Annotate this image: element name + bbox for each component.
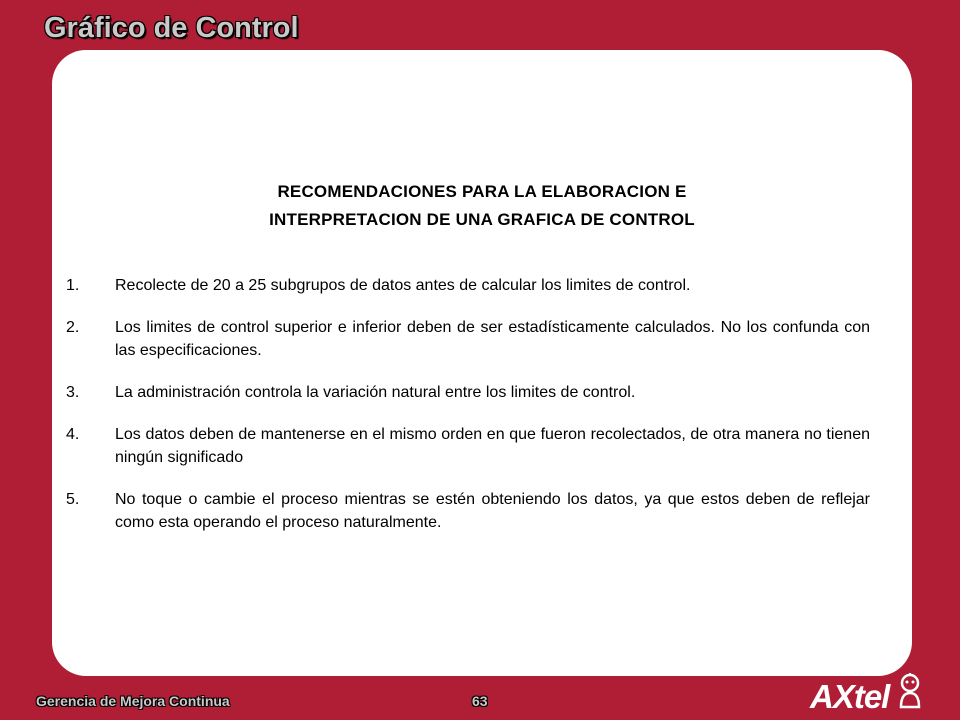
item-text: La administración controla la variación natural entre los limites de control.	[115, 384, 636, 401]
heading-line-1: RECOMENDACIONES PARA LA ELABORACION E	[277, 182, 687, 201]
item-number: 1.	[66, 277, 80, 294]
item-number: 2.	[66, 319, 80, 336]
list-item	[66, 423, 870, 469]
heading-line-2: INTERPRETACION DE UNA GRAFICA DE CONTROL	[269, 210, 695, 229]
list-item	[66, 488, 870, 534]
content-panel	[52, 50, 912, 676]
item-text: No toque o cambie el proceso mientras se estén obteniendo los datos, ya que estos deben de reflejar como esta operando el proceso naturalmente.	[115, 491, 870, 531]
logo-wordmark: AXtel	[810, 678, 890, 715]
recommendations-heading	[52, 178, 912, 234]
slide-title: Gráfico de Control	[44, 12, 299, 44]
list-item	[66, 381, 870, 404]
recommendations-list	[66, 274, 870, 553]
item-number: 3.	[66, 384, 80, 401]
item-number: 5.	[66, 491, 80, 508]
axtel-logo	[810, 678, 925, 716]
item-text: Los limites de control superior e inferior deben de ser estadísticamente calculados. No los confunda con las especificaciones.	[115, 319, 870, 359]
item-number: 4.	[66, 426, 80, 443]
list-item	[66, 274, 870, 297]
list-item	[66, 316, 870, 362]
page-number: 63	[472, 693, 488, 709]
item-text: Los datos deben de mantenerse en el mismo orden en que fueron recolectados, de otra manera no tienen ningún significado	[115, 426, 870, 466]
item-text: Recolecte de 20 a 25 subgrupos de datos antes de calcular los limites de control.	[115, 277, 691, 294]
footer-department: Gerencia de Mejora Continua	[36, 693, 230, 709]
mascot-icon	[895, 673, 925, 714]
